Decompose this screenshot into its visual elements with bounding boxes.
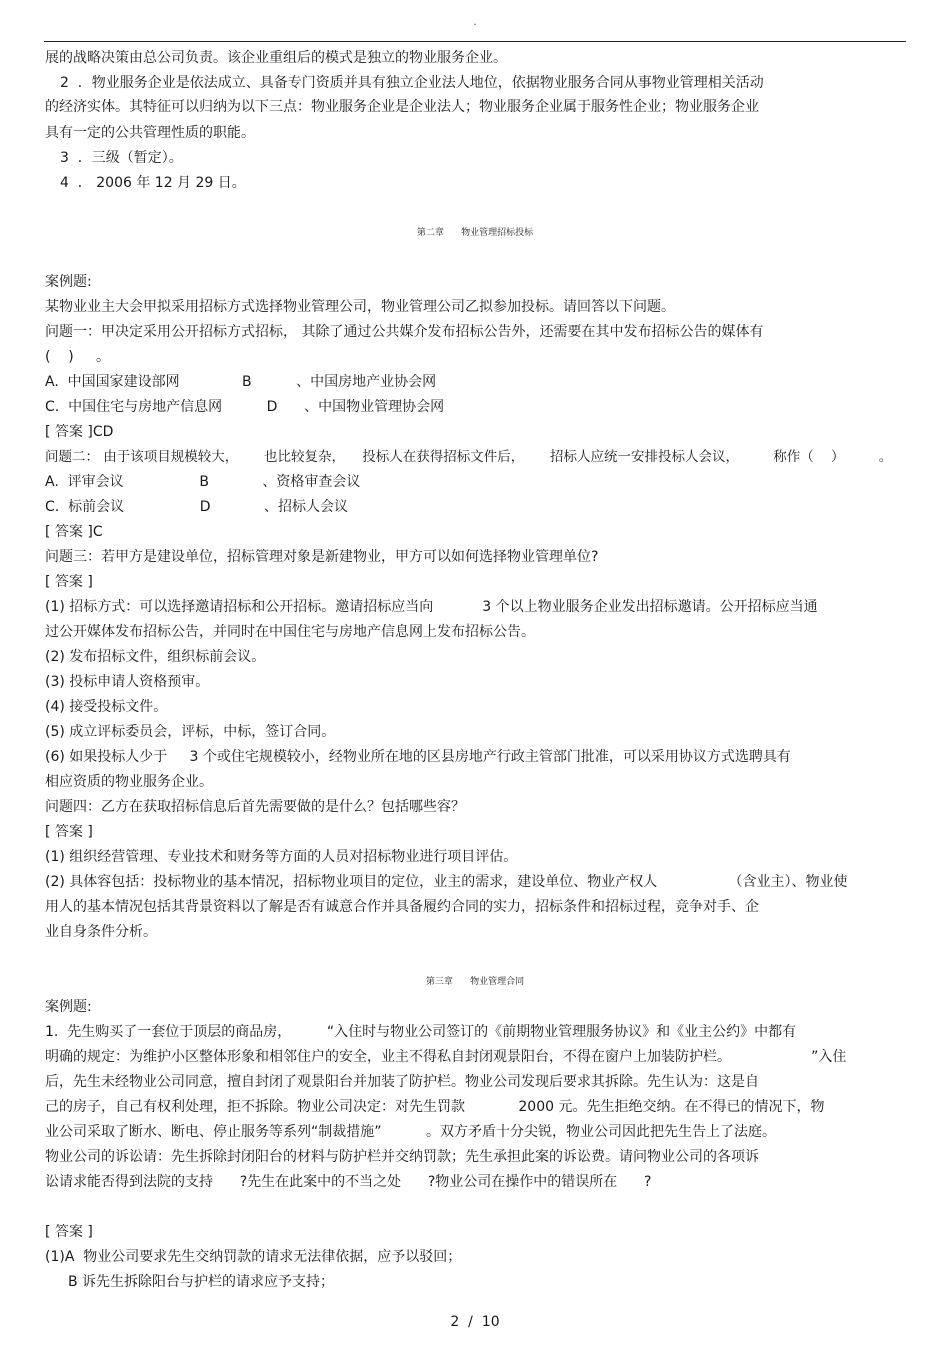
case-line: 物业公司的诉讼请：先生拆除封闭阳台的材料与防护栏并交纳罚款；先生承担此案的诉讼费。请问物业公司的各项诉 — [45, 1149, 759, 1165]
case-line: 业公司采取了断水、断电、停止服务等系列“制裁措施” 。双方矛盾十分尖锐，物业公司因此把先生告上了法庭。 — [45, 1124, 777, 1140]
section-label: 案例题: — [45, 999, 92, 1015]
list-item: 4 ． 2006 年 12 月 29 日。 — [60, 175, 246, 191]
answer-line: (6) 如果投标人少于 3 个或住宅规模较小，经物业所在地的区县房地产行政主管部门批准，可以采用协议方式选聘具有 — [45, 749, 791, 765]
answer-line: B 诉先生拆除阳台与护栏的请求应予支持； — [68, 1274, 335, 1290]
question-line: ( ) 。 — [45, 349, 110, 365]
paragraph-line: 具有一定的公共管理性质的职能。 — [45, 125, 255, 141]
answer-line: 过公开媒体发布招标公告，并同时在中国住宅与房地产信息网上发布招标公告。 — [45, 624, 535, 640]
list-item: 2 ．物业服务企业是依法成立、具备专门资质并具有独立企业法人地位，依据物业服务合同从事物业管理相关活动 — [60, 75, 764, 91]
answer-line: 用人的基本情况包括其背景资料以了解是否有诚意合作并具备履约合同的实力，招标条件和招标过程，竞争对手、企 — [45, 899, 759, 915]
paragraph-line: 的经济实体。其特征可以归纳为以下三点：物业服务企业是企业法人；物业服务企业属于服务性企业；物业服务企业 — [45, 99, 759, 115]
answer-line: (2) 发布招标文件，组织标前会议。 — [45, 649, 266, 665]
option-line: C. 标前会议 D 、招标人会议 — [45, 499, 348, 515]
header-rule — [44, 41, 906, 42]
option-line: A. 评审会议 B 、资格审查会议 — [45, 474, 361, 490]
case-line: 己的房子，自己有权利处理，拒不拆除。物业公司决定：对先生罚款 2000 元。先生拒绝交纳。在不得已的情况下，物 — [45, 1099, 825, 1115]
answer-line: (5) 成立评标委员会，评标，中标，签订合同。 — [45, 724, 336, 740]
list-item: 3 ．三级（暂定）。 — [60, 150, 183, 166]
case-line: 讼请求能否得到法院的支持 ?先生在此案中的不当之处 ?物业公司在操作中的错误所在 ? — [45, 1174, 652, 1190]
question-line: 问题一：甲决定采用公开招标方式招标， 其除了通过公共媒介发布招标公告外，还需要在其中发布招标公告的媒体有 — [45, 324, 764, 340]
option-line: A. 中国国家建设部网 B 、中国房地产业协会网 — [45, 374, 437, 390]
chapter-heading: 第二章 物业管理招标投标 — [416, 228, 534, 238]
header-mark: . — [473, 17, 477, 28]
answer-line: (1) 组织经营管理、专业技术和财务等方面的人员对招标物业进行项目评估。 — [45, 849, 518, 865]
answer-line: 相应资质的物业服务企业。 — [45, 774, 213, 790]
question-line: 问题三：若甲方是建设单位，招标管理对象是新建物业，甲方可以如何选择物业管理单位? — [45, 549, 599, 565]
answer-line: (3) 投标申请人资格预审。 — [45, 674, 210, 690]
chapter-heading: 第三章 物业管理合同 — [425, 977, 525, 987]
answer-label: [ 答案 ] — [45, 574, 93, 590]
paragraph-line: 展的战略决策由总公司负责。该企业重组后的模式是独立的物业服务企业。 — [45, 50, 507, 66]
answer-line: (2) 具体容包括：投标物业的基本情况，招标物业项目的定位，业主的需求，建设单位、物业产权人 （含业主）、物业使 — [45, 874, 848, 890]
section-label: 案例题: — [45, 274, 92, 290]
answer-line: (1)A 物业公司要求先生交纳罚款的请求无法律依据，应予以驳回； — [45, 1249, 462, 1265]
answer-line: [ 答案 ]CD — [45, 424, 114, 440]
question-line: 问题二： 由于该项目规模较大， 也比较复杂， 投标人在获得招标文件后， 招标人应统一安排投标人会议， 称作（ ） 。 — [45, 449, 893, 465]
option-line: C. 中国住宅与房地产信息网 D 、中国物业管理协会网 — [45, 399, 445, 415]
answer-line: [ 答案 ]C — [45, 524, 103, 540]
answer-line: (4) 接受投标文件。 — [45, 699, 168, 715]
page-number: 2 / 10 — [450, 1314, 500, 1330]
case-line: 后，先生未经物业公司同意，擅自封闭了观景阳台并加装了防护栏。物业公司发现后要求其拆除。先生认为：这是自 — [45, 1074, 759, 1090]
answer-line: 业自身条件分析。 — [45, 924, 157, 940]
answer-line: (1) 招标方式：可以选择邀请招标和公开招标。邀请招标应当向 3 个以上物业服务企业发出招标邀请。公开招标应当通 — [45, 599, 818, 615]
case-line: 明确的规定：为维护小区整体形象和相邻住户的安全，业主不得私自封闭观景阳台，不得在窗户上加装防护栏。 ”入住 — [45, 1049, 847, 1065]
question-line: 问题四：乙方在获取招标信息后首先需要做的是什么？包括哪些容？ — [45, 799, 465, 815]
answer-label: [ 答案 ] — [45, 824, 93, 840]
paragraph-line: 某物业业主大会甲拟采用招标方式选择物业管理公司，物业管理公司乙拟参加投标。请回答以下问题。 — [45, 299, 675, 315]
case-line: 1. 先生购买了一套位于顶层的商品房， “入住时与物业公司签订的《前期物业管理服务协议》和《业主公约》中都有 — [45, 1024, 797, 1040]
answer-label: [ 答案 ] — [45, 1224, 93, 1240]
